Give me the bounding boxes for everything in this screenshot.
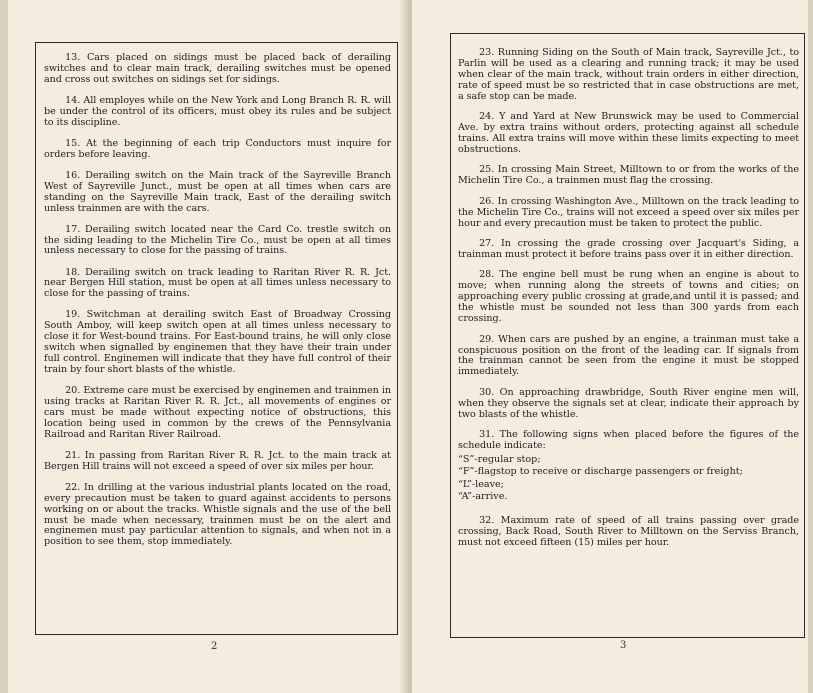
rule-20: 20. Extreme care must be exercised by enginemen and trainmen in using tracks at Raritan River R. R. Jct., all movements of engines or cars must be made without expecting notice of obstructions, this location being used in common by the crews of the Pennsylvania Railroad and Raritan River Railroad. [44, 385, 391, 440]
rule-14: 14. All employes while on the New York and Long Branch R. R. will be under the control of its officers, must obey its rules and be subject to its discipline. [44, 94, 391, 128]
rule-27: 27. In crossing the grade crossing over Jacquart's Siding, a trainman must protect it before trains pass over it in either direction. [458, 238, 799, 260]
rule-24: 24. Y and Yard at New Brunswick may be used to Commercial Ave. by extra trains without orders, protecting against all schedule trains. All extra trains will move within these limits expecting to meet obstructions. [458, 111, 799, 155]
rule-13: 13. Cars placed on sidings must be placed back of derailing switches and to clear main track, derailing switches must be opened and cross out switches on sidings set for sidings. [44, 52, 391, 85]
rule-18: 18. Derailing switch on track leading to Raritan River R. R. Jct. near Bergen Hill station, must be open at all times unless necessary to close for the passing of trains. [44, 266, 391, 300]
rule-31: 31. The following signs when placed before the figures of the schedule indicate: [458, 429, 799, 452]
left-page [8, 0, 406, 693]
sign-f: “F”-flagstop to receive or discharge passengers or freight; [458, 466, 743, 478]
page-number-left: 2 [211, 641, 218, 652]
left-page-frame [35, 42, 398, 635]
rule-17: 17. Derailing switch located near the Card Co. trestle switch on the siding leading to the Michelin Tire Co., must be open at all times unless necessary to close for the passing of trains. [44, 223, 391, 257]
sign-a: “A”-arrive. [458, 491, 508, 503]
rule-32: 32. Maximum rate of speed of all trains passing over grade crossing, Back Road, South River to Milltown on the Serviss Branch, must not exceed fifteen (15) miles per hour. [458, 514, 799, 548]
rule-15: 15. At the beginning of each trip Conductors must inquire for orders before leaving. [44, 137, 391, 160]
sign-s: “S”-regular stop; [458, 453, 541, 465]
rule-22: 22. In drilling at the various industrial plants located on the road, every precaution must be taken to guard against accidents to persons working on or about the tracks. Whistle signals and the use of the bell must be made when necessary, trainmen must be on the alert and enginemen must pay particular attention to signals, and when not in a position to see them, stop immediately. [44, 481, 391, 548]
page-number-right: 3 [620, 640, 627, 651]
rule-21: 21. In passing from Raritan River R. R. Jct. to the main track at Bergen Hill trains will not exceed a speed of over six miles per hour. [44, 449, 391, 472]
right-page-frame [450, 33, 805, 638]
rule-16: 16. Derailing switch on the Main track of the Sayreville Branch West of Sayreville Junct., must be open at all times when cars are standing on the Sayreville Main track, East of the derailing switch unless trainmen are with the cars. [44, 169, 391, 214]
right-page [412, 0, 808, 693]
rule-19: 19. Switchman at derailing switch East of Broadway Crossing South Amboy, will keep switch open at all times unless necessary to close it for West-bound trains. For East-bound trains, he will only close switch when signalled by enginemen that they have their train under full control. Enginemen will indicate that they have full control of their train by four short blasts of the whistle. [44, 309, 391, 375]
sign-l: “L”-leave; [458, 478, 504, 490]
schedule-sign-list [458, 454, 799, 504]
rule-29: 29. When cars are pushed by an engine, a trainman must take a conspicuous position on the front of the leading car. If signals from the trainman cannot be seen from the engine it must be stopped immediately. [458, 333, 799, 378]
rule-30: 30. On approaching drawbridge, South River engine men will, when they observe the signals set at clear, indicate their approach by two blasts of the whistle. [458, 386, 799, 420]
rule-26: 26. In crossing Washington Ave., Milltown on the track leading to the Michelin Tire Co., trains will not exceed a speed over six miles per hour and every precaution must be taken to protect the public. [458, 195, 799, 229]
rule-28: 28. The engine bell must be rung when an engine is about to move; when running along the streets of towns and cities; on approaching every public crossing at grade,and until it is passed; and the whistle must be sounded not less than 300 yards from each crossing. [458, 269, 799, 325]
rule-23: 23. Running Siding on the South of Main track, Sayreville Jct., to Parlin will be used as a clearing and running track; it may be used when clear of the main track, without train orders in either direction, rate of speed must be so restricted that in case obstructions are met, a safe stop can be made. [458, 47, 799, 102]
rule-25: 25. In crossing Main Street, Milltown to or from the works of the Michelin Tire Co., a trainmen must flag the crossing. [458, 164, 799, 187]
